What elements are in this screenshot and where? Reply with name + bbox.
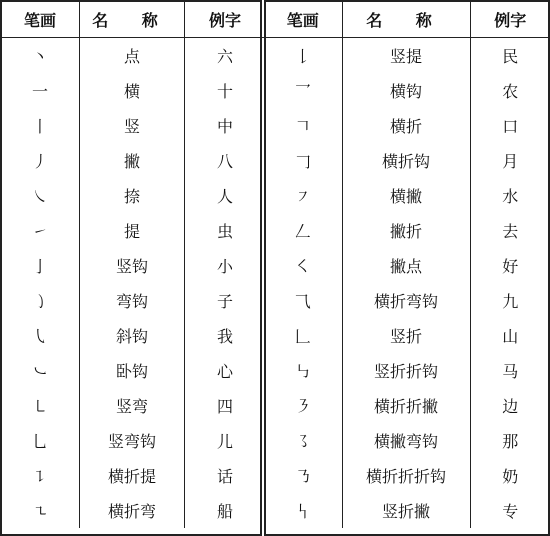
stroke-name: 卧钩 bbox=[80, 353, 185, 388]
stroke-name: 横折钩 bbox=[342, 143, 470, 178]
stroke-name: 提 bbox=[80, 213, 185, 248]
example-character: 小 bbox=[216, 257, 233, 276]
stroke-name: 撇 bbox=[80, 143, 185, 178]
table-row bbox=[264, 423, 550, 458]
table-row bbox=[1, 178, 265, 213]
table-row bbox=[1, 38, 265, 74]
stroke-glyph: 𠃑 bbox=[264, 493, 342, 528]
header-stroke: 笔画 bbox=[1, 1, 80, 38]
table-row bbox=[1, 248, 265, 283]
example-character: 马 bbox=[502, 362, 519, 381]
table-row bbox=[264, 318, 550, 353]
example-character: 那 bbox=[502, 432, 519, 451]
stroke-name: 横折折撇 bbox=[342, 388, 470, 423]
example-character: 专 bbox=[502, 502, 519, 521]
stroke-name: 竖弯钩 bbox=[80, 423, 185, 458]
table-row bbox=[264, 178, 550, 213]
stroke-name: 点 bbox=[80, 38, 185, 74]
example-character: 我 bbox=[216, 327, 233, 346]
stroke-glyph: ㇍ bbox=[1, 493, 80, 528]
stroke-name: 横撇 bbox=[342, 178, 470, 213]
stroke-glyph: ㇌ bbox=[264, 423, 342, 458]
table-row bbox=[264, 353, 550, 388]
stroke-glyph: ㇉ bbox=[264, 353, 342, 388]
stroke-name: 竖弯 bbox=[80, 388, 185, 423]
header-example: 例字 bbox=[470, 1, 550, 38]
example-character: 奶 bbox=[502, 467, 519, 486]
stroke-table-left bbox=[1, 1, 265, 528]
example-character: 儿 bbox=[216, 432, 233, 451]
header-stroke: 笔画 bbox=[264, 1, 342, 38]
stroke-name: 竖折折钩 bbox=[342, 353, 470, 388]
example-character: 中 bbox=[216, 117, 233, 136]
stroke-glyph: ㇀ bbox=[1, 213, 80, 248]
example-character: 四 bbox=[216, 397, 233, 416]
example-character: 去 bbox=[502, 222, 519, 241]
stroke-name: 撇点 bbox=[342, 248, 470, 283]
example-character: 水 bbox=[502, 187, 519, 206]
example-character: 船 bbox=[216, 502, 233, 521]
example-character: 民 bbox=[502, 47, 519, 66]
stroke-glyph: ㇛ bbox=[264, 248, 342, 283]
stroke-name: 横 bbox=[80, 73, 185, 108]
table-row bbox=[264, 458, 550, 493]
stroke-name: 横折折折钩 bbox=[342, 458, 470, 493]
example-character: 心 bbox=[216, 362, 233, 381]
example-character: 人 bbox=[216, 187, 233, 206]
table-row bbox=[1, 388, 265, 423]
stroke-name: 撇折 bbox=[342, 213, 470, 248]
stroke-glyph: ㇄ bbox=[1, 388, 80, 423]
stroke-glyph: 𠃍 bbox=[264, 108, 342, 143]
example-character: 子 bbox=[216, 292, 233, 311]
stroke-glyph: 𠃌 bbox=[264, 143, 342, 178]
stroke-name: 捺 bbox=[80, 178, 185, 213]
table-row bbox=[1, 318, 265, 353]
stroke-name: 竖折撇 bbox=[342, 493, 470, 528]
example-character: 边 bbox=[502, 397, 519, 416]
stroke-name: 竖 bbox=[80, 108, 185, 143]
stroke-table-right bbox=[264, 1, 550, 528]
table-row bbox=[264, 73, 550, 108]
header-name: 名 称 bbox=[342, 1, 470, 38]
stroke-glyph: ㇊ bbox=[1, 458, 80, 493]
stroke-glyph: 丶 bbox=[1, 38, 80, 74]
stroke-name: 横折 bbox=[342, 108, 470, 143]
stroke-name: 横钩 bbox=[342, 73, 470, 108]
stroke-name: 横折提 bbox=[80, 458, 185, 493]
stroke-name: 竖钩 bbox=[80, 248, 185, 283]
table-row bbox=[1, 213, 265, 248]
example-character: 六 bbox=[216, 47, 233, 66]
example-character: 好 bbox=[502, 257, 519, 276]
stroke-name: 弯钩 bbox=[80, 283, 185, 318]
stroke-glyph: 丿 bbox=[1, 143, 80, 178]
stroke-name: 横折弯 bbox=[80, 493, 185, 528]
table-row bbox=[264, 283, 550, 318]
example-character: 口 bbox=[502, 117, 519, 136]
example-character: 话 bbox=[216, 467, 233, 486]
example-character: 九 bbox=[502, 292, 519, 311]
example-character: 农 bbox=[502, 82, 519, 101]
stroke-glyph: 一 bbox=[1, 73, 80, 108]
stroke-name: 横撇弯钩 bbox=[342, 423, 470, 458]
table-row bbox=[1, 73, 265, 108]
stroke-glyph: 𠄌 bbox=[264, 38, 342, 74]
stroke-name: 横折弯钩 bbox=[342, 283, 470, 318]
table-row bbox=[264, 143, 550, 178]
table-row bbox=[1, 283, 265, 318]
table-row bbox=[264, 248, 550, 283]
table-row bbox=[1, 423, 265, 458]
table-row bbox=[1, 493, 265, 528]
table-row bbox=[264, 493, 550, 528]
table-row bbox=[1, 458, 265, 493]
stroke-glyph: 𠃊 bbox=[264, 318, 342, 353]
stroke-glyph: 亅 bbox=[1, 248, 80, 283]
stroke-glyph: ⺄ bbox=[264, 283, 342, 318]
stroke-name: 竖提 bbox=[342, 38, 470, 74]
table-row bbox=[264, 213, 550, 248]
example-character: 八 bbox=[216, 152, 233, 171]
stroke-glyph: ㇁ bbox=[1, 283, 80, 318]
example-character: 山 bbox=[502, 327, 519, 346]
table-row bbox=[1, 108, 265, 143]
table-row bbox=[1, 143, 265, 178]
stroke-glyph: 乛 bbox=[264, 73, 342, 108]
stroke-glyph: ㇃ bbox=[1, 353, 80, 388]
stroke-name: 斜钩 bbox=[80, 318, 185, 353]
table-row bbox=[1, 353, 265, 388]
header-name: 名 称 bbox=[80, 1, 185, 38]
stroke-glyph: ㇋ bbox=[264, 388, 342, 423]
example-character: 月 bbox=[502, 152, 519, 171]
table-row bbox=[264, 38, 550, 74]
example-character: 虫 bbox=[216, 222, 233, 241]
stroke-glyph: 乚 bbox=[1, 423, 80, 458]
stroke-glyph: ㇇ bbox=[264, 178, 342, 213]
stroke-glyph: ㇏ bbox=[1, 178, 80, 213]
table-row bbox=[264, 108, 550, 143]
stroke-glyph: ㇡ bbox=[264, 458, 342, 493]
header-example: 例字 bbox=[185, 1, 266, 38]
table-row bbox=[264, 388, 550, 423]
stroke-glyph: ㇂ bbox=[1, 318, 80, 353]
example-character: 十 bbox=[216, 82, 233, 101]
stroke-glyph: 𠃋 bbox=[264, 213, 342, 248]
stroke-name: 竖折 bbox=[342, 318, 470, 353]
stroke-glyph: 丨 bbox=[1, 108, 80, 143]
